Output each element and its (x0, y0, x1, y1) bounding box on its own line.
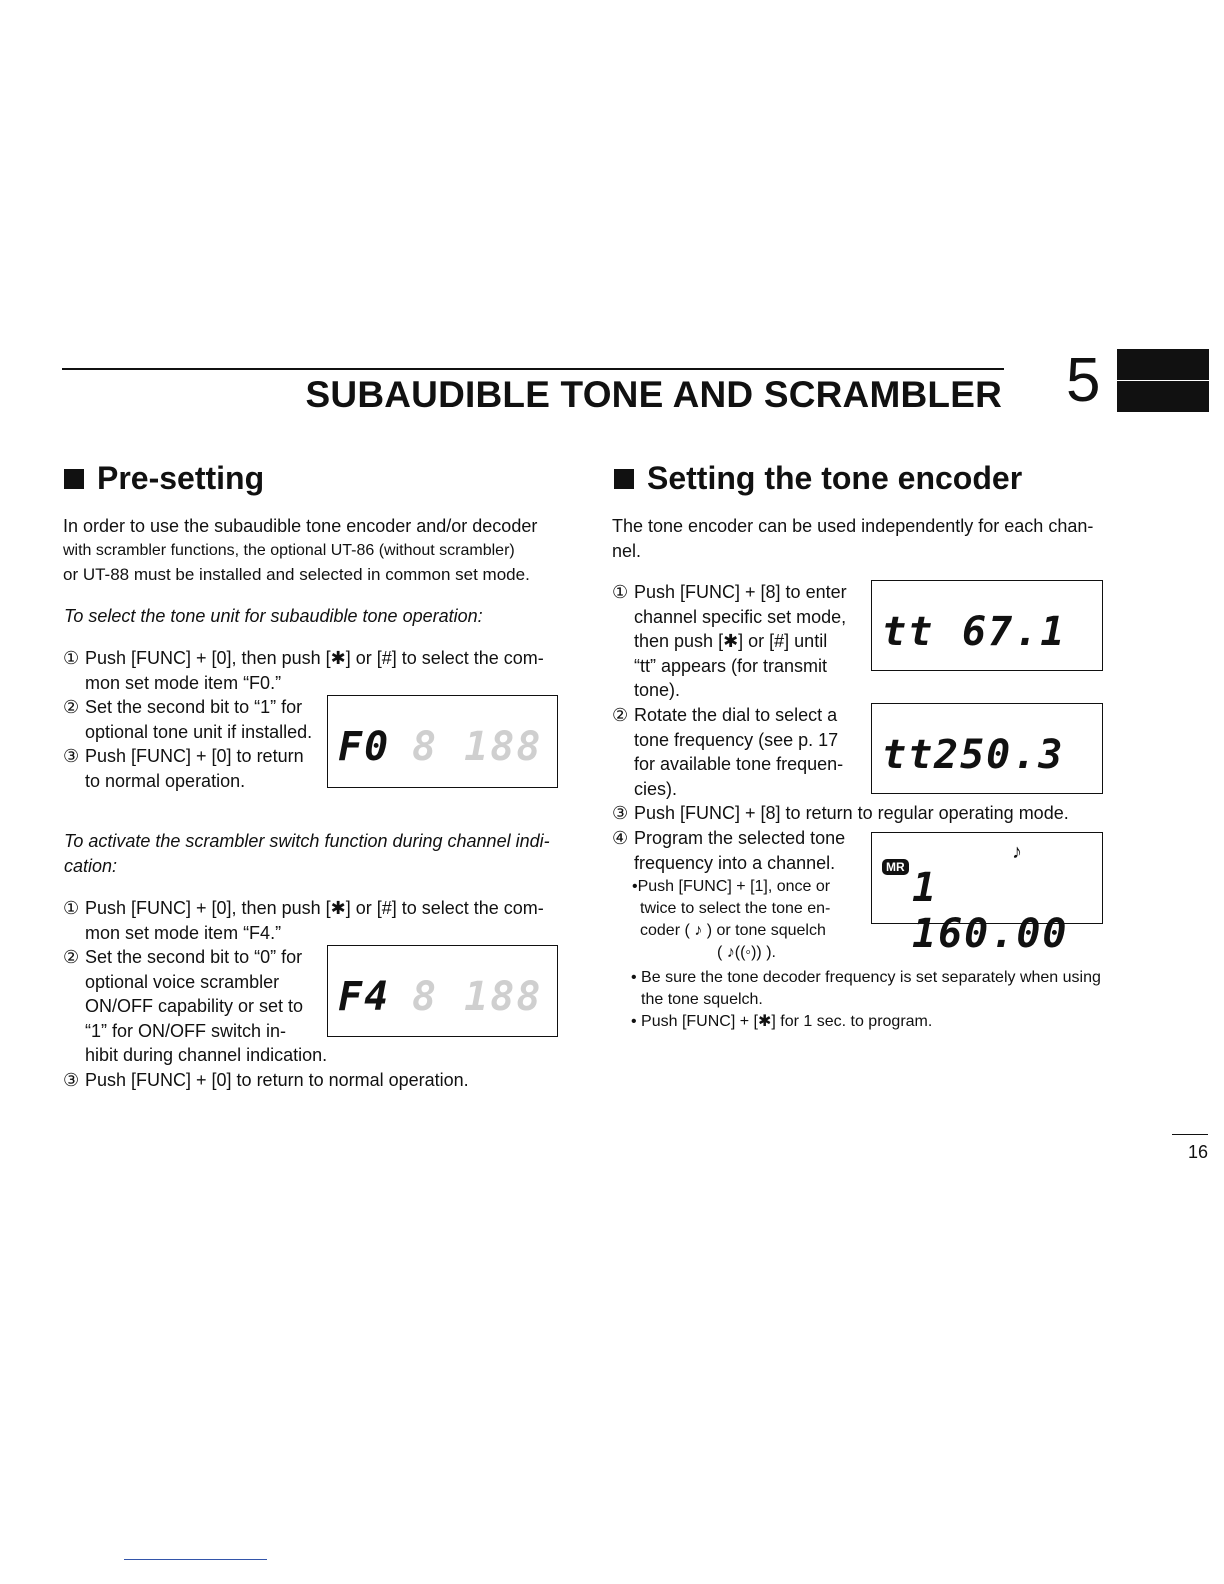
step-2 (63, 695, 323, 744)
text-line: The tone encoder can be used independently for each chan- (612, 516, 1094, 536)
section-bullet-icon (614, 469, 634, 489)
text-line: ( ♪((◦)) ). (717, 944, 776, 961)
sub-bullet (632, 876, 862, 964)
step-text: optional voice scrambler (85, 971, 280, 992)
step-text: tone). (634, 680, 681, 700)
section-title-text: Pre-setting (97, 460, 265, 496)
step-number: ③ (63, 1070, 80, 1090)
lcd-display-tt-67 (871, 580, 1103, 671)
text-line: or UT-88 must be installed and selected in common set mode. (63, 565, 530, 584)
step-number: ② (63, 697, 80, 717)
lcd-display-f4 (327, 945, 558, 1037)
step-text: Push [FUNC] + [0] to return to normal operation. (85, 1070, 469, 1090)
notes (631, 967, 1121, 1033)
page-number: 16 (1187, 1142, 1208, 1162)
step-text: to normal operation. (85, 770, 246, 791)
lcd-digits: 8 188 (412, 974, 543, 1020)
section-title-tone-encoder (614, 462, 1022, 494)
step-text: ON/OFF capability or set to (85, 996, 304, 1016)
step-text: Set the second bit to “0” for (85, 947, 303, 967)
lcd-label: F0 (338, 724, 391, 770)
step-number: ② (63, 947, 80, 967)
lcd-value: 1 160.00 (912, 865, 1069, 957)
note-line: the tone squelch. (641, 991, 763, 1008)
text-line: In order to use the subaudible tone encoder and/or decoder (63, 516, 538, 536)
text-line: with scrambler functions, the optional UT-86 (without scrambler) (63, 541, 515, 559)
lcd-label: tt (882, 732, 935, 778)
chapter-number: 5 (1066, 346, 1101, 415)
text-line: nel. (612, 540, 642, 561)
page-number-rule (1172, 1134, 1208, 1135)
chapter-tab-bar (1117, 381, 1209, 412)
step-2 (612, 703, 862, 801)
text-line: cation: (64, 855, 118, 876)
step-number: ② (612, 705, 629, 725)
step-text: tone frequency (see p. 17 (634, 729, 839, 750)
step-text: Push [FUNC] + [8] to enter (634, 582, 847, 602)
step-number: ③ (612, 803, 629, 823)
step-text: hibit during channel indication. (85, 1045, 328, 1065)
step-text: cies). (634, 778, 678, 799)
step-1 (63, 896, 563, 945)
step-number: ④ (612, 828, 629, 848)
header-rule (62, 368, 1004, 370)
step-number: ③ (63, 746, 80, 766)
lcd-display-tt-250 (871, 703, 1103, 794)
step-text: Program the selected tone (634, 828, 846, 848)
bottom-rule (124, 1559, 267, 1560)
page-title: SUBAUDIBLE TONE AND SCRAMBLER (305, 374, 1002, 415)
lcd-value: 250.3 (934, 732, 1065, 778)
step-3 (63, 744, 323, 793)
lcd-value: 67.1 (962, 609, 1067, 655)
text-line: To activate the scrambler switch function during channel indi- (64, 831, 550, 851)
step-text: mon set mode item “F4.” (85, 922, 282, 943)
step-1 (612, 580, 862, 703)
step-text: “tt” appears (for transmit (634, 655, 828, 676)
text-line: coder ( ♪ ) or tone squelch (640, 922, 826, 939)
step-text: Push [FUNC] + [0] to return (85, 746, 304, 766)
lcd-label: F4 (338, 974, 391, 1020)
chapter-tab-bar (1117, 349, 1209, 380)
lcd-display-f0 (327, 695, 558, 788)
step-text: channel specific set mode, (634, 606, 847, 627)
section-bullet-icon (64, 469, 84, 489)
tone-encoder-icon: ♪ (1012, 841, 1022, 863)
step-text: then push [✱] or [#] until (634, 631, 828, 651)
step-text: for available tone frequen- (634, 754, 844, 774)
section-title-presetting (64, 462, 264, 494)
step-number: ① (63, 898, 80, 918)
step-3 (612, 801, 1112, 826)
text-line: •Push [FUNC] + [1], once or (632, 878, 831, 895)
step-3 (63, 1068, 563, 1093)
step-text: Push [FUNC] + [8] to return to regular operating mode. (634, 803, 1069, 823)
mr-badge: MR (882, 859, 909, 875)
step-text: Push [FUNC] + [0], then push [✱] or [#] to select the com- (85, 898, 544, 918)
step-text: “1” for ON/OFF switch in- (85, 1020, 287, 1041)
step-text: frequency into a channel. (634, 852, 836, 873)
note-line: • Be sure the tone decoder frequency is set separately when using (631, 969, 1101, 986)
step-text: mon set mode item “F0.” (85, 672, 282, 693)
step-number: ① (612, 582, 629, 602)
lcd-display-channel (871, 832, 1103, 957)
step-text: Rotate the dial to select a (634, 705, 838, 725)
step-1 (63, 646, 563, 695)
section-title-text: Setting the tone encoder (647, 460, 1023, 496)
lcd-label: tt (882, 609, 935, 655)
step-4 (612, 826, 862, 875)
subheading-scrambler (64, 829, 564, 878)
text-line: twice to select the tone en- (640, 900, 831, 917)
step-number: ① (63, 648, 80, 668)
step-text: Push [FUNC] + [0], then push [✱] or [#] to select the com- (85, 648, 544, 668)
lcd-digits: 8 188 (412, 724, 543, 770)
subheading: To select the tone unit for subaudible tone operation: (64, 606, 483, 626)
step-text: Set the second bit to “1” for (85, 697, 303, 717)
intro-paragraph (612, 514, 1112, 563)
note-line: • Push [FUNC] + [✱] for 1 sec. to program. (631, 1013, 933, 1030)
intro-paragraph (63, 514, 563, 588)
step-text: optional tone unit if installed. (85, 721, 313, 742)
